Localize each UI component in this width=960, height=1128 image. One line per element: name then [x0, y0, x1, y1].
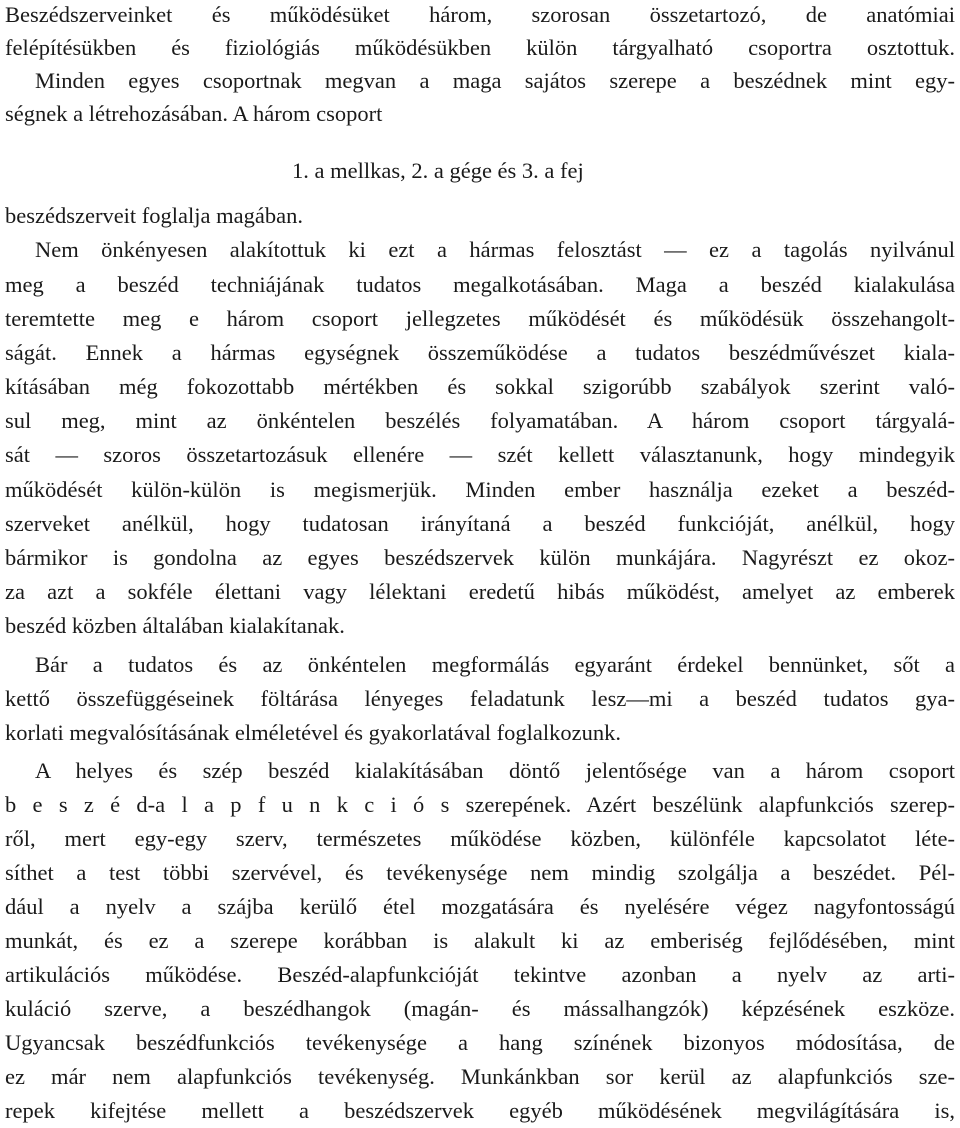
text-line: kításában még fokozottabb mértékben és sokkal szigorúbb szabályok szerint való- [5, 374, 955, 399]
text-line: meg a beszéd techniájának tudatos megalkotásában. Maga a beszéd kialakulása [5, 272, 955, 297]
text-line: felépítésükben és fiziológiás működésükben külön tárgyalható csoportra osztottuk. [5, 35, 955, 60]
text-line: ságát. Ennek a hármas egységnek összeműködése a tudatos beszédművészet kiala- [5, 340, 955, 365]
text-line: repek kifejtése mellett a beszédszervek egyéb működésének megvilágítására is, [5, 1098, 955, 1123]
text-line: kettő összefüggéseinek föltárása lényeges feladatunk lesz—mi a beszéd tudatos gya- [5, 686, 955, 711]
text-line: szerveket anélkül, hogy tudatosan irányítaná a beszéd funkcióját, anélkül, hogy [5, 511, 955, 536]
text-line: dául a nyelv a szájba kerülő étel mozgatására és nyelésére végez nagyfontosságú [5, 894, 955, 919]
text-line: sul meg, mint az önkéntelen beszélés folyamatában. A három csoport tárgyalá- [5, 408, 955, 433]
text-line: ről, mert egy-egy szerv, természetes működése közben, különféle kapcsolatot léte- [5, 826, 955, 851]
paragraph-start-line: A helyes és szép beszéd kialakításában döntő jelentősége van a három csoport [35, 758, 955, 783]
text-line: működését külön-külön is megismerjük. Minden ember használja ezeket a beszéd- [5, 477, 955, 502]
paragraph-start-line: Nem önkényesen alakítottuk ki ezt a hármas felosztást — ez a tagolás nyilvánul [35, 237, 955, 262]
text-line: Minden egyes csoportnak megvan a maga sajátos szerepe a beszédnek mint egy- [35, 68, 955, 93]
text-line: artikulációs működése. Beszéd-alapfunkcióját tekintve azonban a nyelv az arti- [5, 962, 955, 987]
text-line: Ugyancsak beszédfunkciós tevékenysége a hang színének bizonyos módosítása, de [5, 1030, 955, 1055]
text-line: ez már nem alapfunkciós tevékenység. Munkánkban sor kerül az alapfunkciós sze- [5, 1064, 955, 1089]
text-line: munkát, és ez a szerepe korábban is alakult ki az emberiség fejlődésében, mint [5, 928, 955, 953]
text-line: sát — szoros összetartozásuk ellenére — szét kellett választanunk, hogy mindegyik [5, 442, 955, 467]
paragraph-end-line: korlati megvalósításának elméletével és gyakorlatával foglalkozunk. [5, 720, 622, 745]
text-line: bármikor is gondolna az egyes beszédszervek külön munkájára. Nagyrészt ez okoz- [5, 545, 955, 570]
enumerated-list-line: 1. a mellkas, 2. a gége és 3. a fej [292, 158, 584, 183]
text-line: ségnek a létrehozásában. A három csoport [5, 101, 383, 126]
paragraph-end-line: beszéd közben általában kialakítanak. [5, 613, 345, 638]
text-line: teremtette meg e három csoport jellegzetes működését és működésük összehangolt- [5, 306, 955, 331]
text-line: síthet a test többi szervével, és tevékenysége nem mindig szolgálja a beszédet. Pél- [5, 860, 955, 885]
paragraph-start-line: Bár a tudatos és az önkéntelen megformálás egyaránt érdekel bennünket, sőt a [35, 652, 955, 677]
text-line: kuláció szerve, a beszédhangok (magán- és mássalhangzók) képzésének eszköze. [5, 996, 955, 1021]
text-line: beszédszerveit foglalja magában. [5, 203, 303, 228]
text-line: b e s z é d-a l a p f u n k c i ó s szerepének. Azért beszélünk alapfunkciós szerep- [5, 792, 955, 817]
text-line: za azt a sokféle élettani vagy lélektani eredetű hibás működést, amelyet az emberek [5, 579, 955, 604]
text-line: Beszédszerveinket és működésüket három, szorosan összetartozó, de anatómiai [5, 2, 955, 27]
